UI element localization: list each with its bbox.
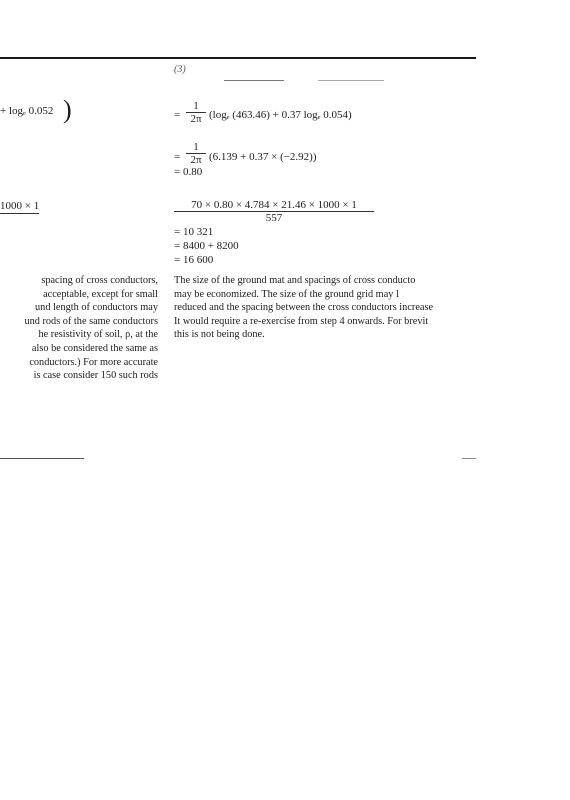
result3: = 16 600 — [174, 254, 214, 266]
eq2-frac-den: 2π — [190, 154, 202, 166]
left-big-paren: ) — [63, 95, 72, 124]
eq1-body: (logₑ (463.46) + 0.37 logₑ 0.054) — [209, 109, 352, 121]
header-underline — [224, 80, 284, 81]
eq1-fraction — [186, 100, 206, 125]
left-para-line: acceptable, except for small — [43, 288, 158, 300]
big-numerator: 70 × 0.80 × 4.784 × 21.46 × 1000 × 1 — [174, 199, 374, 212]
eq2-fraction — [186, 141, 206, 166]
left-para-line: spacing of cross conductors, — [41, 275, 158, 286]
eq1-prefix: = — [174, 109, 181, 121]
bottom-rule-left — [0, 458, 84, 459]
result2: = 8400 + 8200 — [174, 240, 239, 252]
eq2-body: (6.139 + 0.37 × (−2.92)) — [209, 151, 317, 163]
big-fraction — [174, 199, 374, 224]
left-underline-fragment: 1000 × 1 — [0, 200, 40, 212]
left-para-line: und length of conductors may — [35, 302, 158, 314]
right-para-line: The size of the ground mat and spacings of cross conducto — [174, 275, 416, 286]
left-para-line: he resistivity of soil, ρ, at the — [38, 329, 158, 341]
left-para-line: is case consider 150 such rods — [33, 370, 158, 382]
right-para-line: reduced and the spacing between the cross conductors increase — [174, 302, 434, 314]
right-para-line: this is not being done. — [174, 329, 265, 341]
eq1-frac-den: 2π — [190, 113, 202, 125]
eq1-frac-num: 1 — [186, 100, 206, 113]
left-para-line: und rods of the same conductors — [24, 315, 158, 327]
right-para-line: may be economized. The size of the ground grid may l — [174, 288, 399, 300]
eq2-prefix: = — [174, 151, 181, 163]
big-denominator: 557 — [265, 212, 283, 224]
eq2-frac-num: 1 — [186, 141, 206, 154]
left-eq-fragment: + logₑ 0.052 — [0, 105, 54, 117]
left-paragraph — [0, 274, 158, 383]
header-mark: (3) — [174, 64, 186, 75]
top-rule — [0, 57, 476, 59]
header-dashes — [318, 80, 384, 81]
left-para-line: also be considered the same as — [31, 342, 158, 354]
result1: = 10 321 — [174, 226, 214, 238]
eq3: = 0.80 — [174, 166, 203, 178]
left-para-line: conductors.) For more accurate — [29, 356, 158, 368]
right-para-line: It would require a re-exercise from step 4 onwards. For brevit — [174, 315, 429, 327]
right-paragraph — [174, 274, 476, 342]
bottom-rule-right — [462, 458, 476, 459]
